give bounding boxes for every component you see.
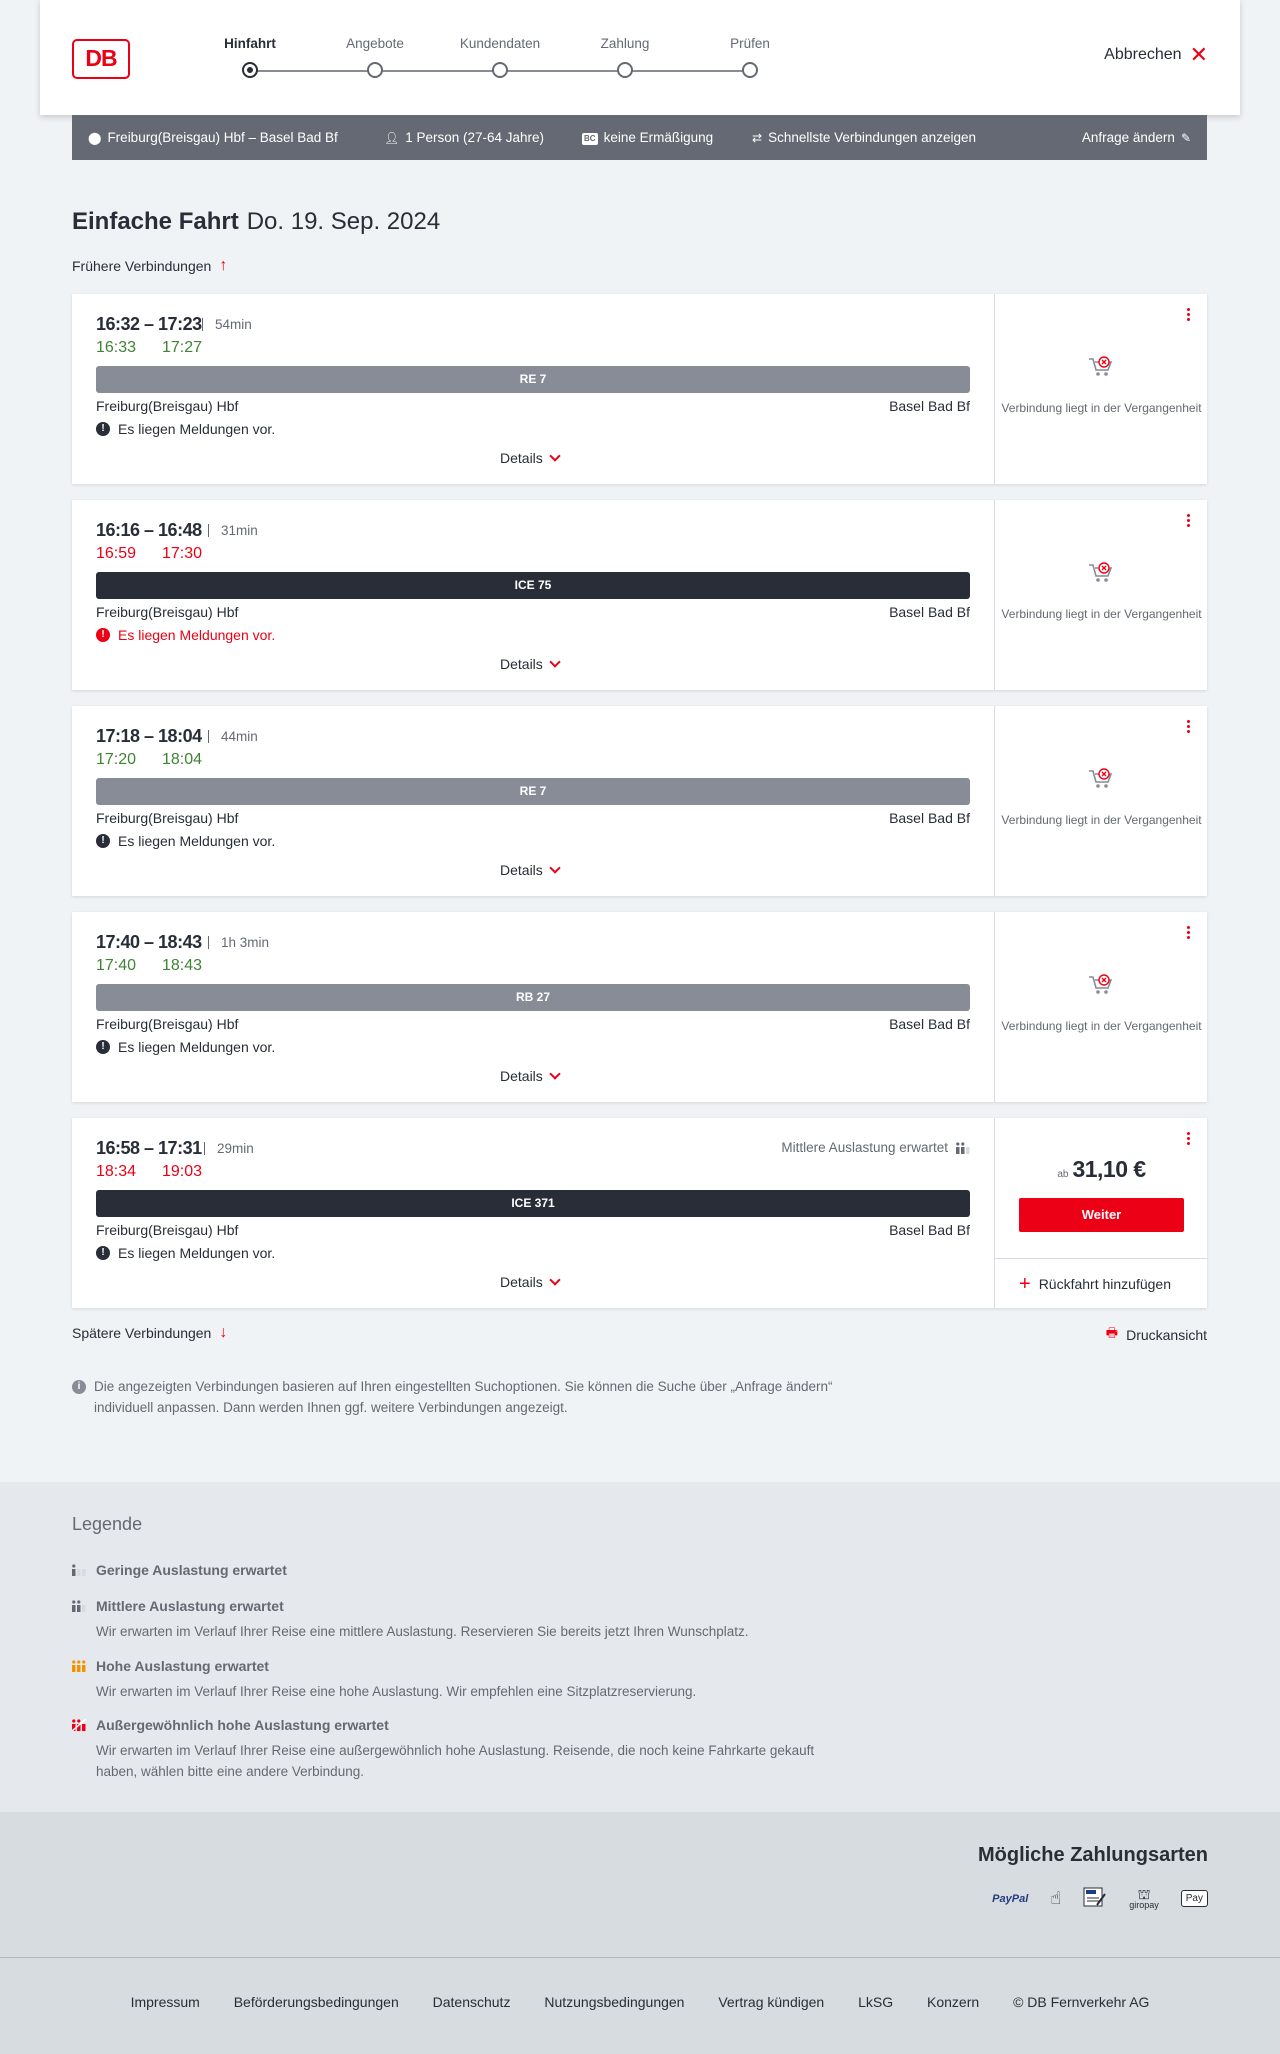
cart-unavailable-icon (1088, 974, 1114, 996)
paypal-icon: PayPal (992, 1892, 1029, 1905)
connection-offer-panel (994, 500, 1207, 690)
fastest-text: Schnellste Verbindungen anzeigen (768, 130, 976, 145)
price-value: 31,10 € (1072, 1156, 1146, 1182)
chevron-down-icon (549, 862, 560, 873)
step-dot (492, 62, 508, 78)
legend-item-medium (72, 1598, 852, 1642)
train-segment-bar[interactable]: RE 7 (96, 778, 970, 805)
chevron-down-icon (549, 1274, 560, 1285)
print-label: Druckansicht (1126, 1327, 1207, 1343)
occupancy-label: Mittlere Auslastung erwartet (781, 1140, 948, 1155)
realtime-arrival: 17:27 (162, 339, 203, 356)
trip-type: Einfache Fahrt (72, 208, 239, 235)
footer-link[interactable]: LkSG (858, 1994, 894, 2010)
occupancy-exceptional-icon (72, 1719, 86, 1731)
connection-main (72, 706, 994, 896)
legend-label: Hohe Auslastung erwartet (96, 1658, 269, 1674)
close-icon: ✕ (1189, 42, 1208, 67)
connection-card[interactable] (72, 706, 1207, 896)
legend-desc: Wir erwarten im Verlauf Ihrer Reise eine hohe Auslastung. Wir empfehlen eine Sitzplatzreservierung. (96, 1684, 697, 1699)
cart-unavailable-icon (1088, 562, 1114, 584)
connection-card[interactable] (72, 912, 1207, 1102)
page-title (72, 208, 440, 236)
scheduled-times: 16:32 – 17:23 (96, 314, 202, 334)
realtime-arrival: 17:30 (162, 545, 203, 562)
notice-text: Es liegen Meldungen vor. (118, 627, 276, 643)
details-toggle[interactable] (500, 450, 559, 466)
price-prefix: ab (1057, 1169, 1069, 1180)
earlier-connections-link[interactable] (72, 257, 227, 275)
cancel-button[interactable] (1104, 42, 1208, 67)
train-segment-bar[interactable]: RB 27 (96, 984, 970, 1011)
chevron-down-icon (549, 1068, 560, 1079)
cart-unavailable-icon (1088, 356, 1114, 378)
more-options-icon[interactable] (1187, 308, 1191, 321)
connection-offer-panel (994, 294, 1207, 484)
later-label: Spätere Verbindungen (72, 1325, 212, 1341)
notice-message[interactable] (96, 1245, 275, 1261)
notice-text: Es liegen Meldungen vor. (118, 421, 276, 437)
search-summary-bar (72, 115, 1207, 160)
route-summary (88, 115, 338, 160)
occupancy-indicator (781, 1140, 970, 1155)
realtime-arrival: 19:03 (162, 1163, 203, 1180)
details-label: Details (500, 1068, 543, 1084)
realtime-arrival: 18:43 (162, 957, 203, 974)
notice-message[interactable] (96, 421, 275, 437)
db-logo[interactable]: DB (72, 39, 130, 79)
add-return-label: Rückfahrt hinzufügen (1038, 1275, 1171, 1292)
realtime-departure: 17:40 (96, 957, 137, 974)
footer-link[interactable]: Konzern (927, 1994, 980, 2010)
notice-text: Es liegen Meldungen vor. (118, 1039, 276, 1055)
duration: 54min (202, 317, 252, 332)
cart-unavailable-icon (1088, 768, 1114, 790)
realtime-departure: 18:34 (96, 1163, 137, 1180)
legend-label: Mittlere Auslastung erwartet (96, 1598, 284, 1614)
origin-station: Freiburg(Breisgau) Hbf (96, 1016, 239, 1032)
details-label: Details (500, 862, 543, 878)
details-toggle[interactable] (500, 862, 559, 878)
step-kundendaten (440, 34, 560, 78)
footer-link[interactable]: Impressum (130, 1994, 200, 2010)
step-label: Prüfen (730, 36, 770, 51)
realtime-departure: 16:33 (96, 339, 137, 356)
notice-message[interactable] (96, 1039, 275, 1055)
sepa-graphic (1083, 1886, 1107, 1908)
scheduled-times: 17:18 – 18:04 (96, 726, 202, 746)
past-connection-text: Verbindung liegt in der Vergangenheit (1001, 607, 1202, 621)
origin-station: Freiburg(Breisgau) Hbf (96, 810, 239, 826)
passenger-text: 1 Person (27-64 Jahre) (405, 130, 545, 145)
swap-arrows-icon: ⇄ (752, 131, 763, 145)
connection-offer-panel (994, 912, 1207, 1102)
change-request-label: Anfrage ändern (1081, 130, 1175, 145)
exclamation-icon: ! (96, 1040, 110, 1054)
connection-card[interactable] (72, 294, 1207, 484)
train-segment-bar[interactable]: ICE 75 (96, 572, 970, 599)
payment-methods-section (0, 1812, 1280, 1957)
realtime-departure: 17:20 (96, 751, 137, 768)
more-options-icon[interactable] (1187, 720, 1191, 733)
more-options-icon[interactable] (1187, 514, 1191, 527)
step-dot (242, 62, 258, 78)
step-hinfahrt[interactable] (190, 34, 310, 78)
legend-section (0, 1482, 1280, 1812)
train-segment-bar[interactable]: ICE 371 (96, 1190, 970, 1217)
payment-icons (992, 1886, 1208, 1911)
exclamation-icon: ! (96, 628, 110, 642)
arrow-down-icon: ↓ (219, 1324, 228, 1341)
apple-pay-icon (1181, 1890, 1208, 1907)
fastest-summary (752, 115, 976, 160)
booking-stepper (210, 34, 770, 84)
duration: 1h 3min (208, 935, 269, 950)
scheduled-times: 16:16 – 16:48 (96, 520, 202, 540)
footer-link[interactable]: Vertrag kündigen (718, 1994, 825, 2010)
connection-main (72, 500, 994, 690)
realtime-departure: 16:59 (96, 545, 137, 562)
step-label: Zahlung (600, 36, 650, 51)
connection-offer-panel (994, 706, 1207, 896)
info-icon: i (72, 1380, 86, 1394)
person-icon: 👤︎ (384, 131, 400, 145)
occupancy-medium-icon (956, 1142, 970, 1154)
discount-text: keine Ermäßigung (603, 130, 714, 145)
pencil-icon: ✎ (1180, 131, 1191, 145)
step-zahlung (565, 34, 685, 78)
step-label: Hinfahrt (224, 36, 276, 51)
origin-station: Freiburg(Breisgau) Hbf (96, 398, 239, 414)
step-angebote (315, 34, 435, 78)
destination-station: Basel Bad Bf (889, 398, 970, 414)
discount-summary (582, 115, 713, 160)
top-header (40, 0, 1240, 115)
footer-links (0, 1994, 1280, 2010)
legend-desc: Wir erwarten im Verlauf Ihrer Reise eine außergewöhnlich hohe Auslastung. Reisende, die noch keine Fahrkarte gekauft haben, wählen bitte eine andere Verbindung. (96, 1743, 815, 1779)
giropay-icon (1129, 1887, 1159, 1910)
giropay-symbol: ⛫ (1137, 1886, 1151, 1902)
location-pin-icon: ⬤ (88, 131, 102, 145)
occupancy-medium-icon (72, 1600, 86, 1612)
details-label: Details (500, 656, 543, 672)
notice-message[interactable] (96, 833, 275, 849)
chevron-down-icon (549, 450, 560, 461)
notice-text: Es liegen Meldungen vor. (118, 1245, 276, 1261)
more-options-icon[interactable] (1187, 1132, 1191, 1145)
details-toggle[interactable] (500, 1274, 559, 1290)
connection-main (72, 1118, 994, 1308)
apple-pay-label: Pay (1185, 1893, 1203, 1904)
continue-button[interactable]: Weiter (1019, 1198, 1184, 1232)
destination-station: Basel Bad Bf (889, 810, 970, 826)
page-footer (0, 1957, 1280, 2054)
destination-station: Basel Bad Bf (889, 1222, 970, 1238)
sepa-icon (1083, 1886, 1107, 1911)
legend-desc: Wir erwarten im Verlauf Ihrer Reise eine mittlere Auslastung. Reservieren Sie bereits jetzt Ihren Wunschplatz. (96, 1624, 749, 1639)
origin-station: Freiburg(Breisgau) Hbf (96, 1222, 239, 1238)
connection-main (72, 294, 994, 484)
occupancy-low-icon (72, 1564, 86, 1576)
step-dot (617, 62, 633, 78)
duration: 29min (204, 1141, 254, 1156)
details-toggle[interactable] (500, 656, 559, 672)
step-dot (742, 62, 758, 78)
destination-station: Basel Bad Bf (889, 1016, 970, 1032)
step-dot (367, 62, 383, 78)
connection-card[interactable] (72, 500, 1207, 690)
info-text: Die angezeigten Verbindungen basieren auf Ihren eingestellten Suchoptionen. Sie können die Suche über „Anfrage ändern“ individuell anpassen. Dann werden Ihnen ggf. weitere Verbindungen angezeigt. (94, 1379, 833, 1415)
exclamation-icon: ! (96, 1246, 110, 1260)
plus-icon: + (1019, 1272, 1031, 1295)
payment-title: Mögliche Zahlungsarten (977, 1844, 1208, 1866)
more-options-icon[interactable] (1187, 926, 1191, 939)
legend-item-high (72, 1658, 852, 1702)
legend-label: Außergewöhnlich hohe Auslastung erwartet (96, 1717, 389, 1733)
route-text: Freiburg(Breisgau) Hbf – Basel Bad Bf (107, 130, 338, 145)
later-connections-link[interactable] (72, 1324, 227, 1342)
details-label: Details (500, 450, 543, 466)
realtime-arrival: 18:04 (162, 751, 203, 768)
notice-text: Es liegen Meldungen vor. (118, 833, 276, 849)
step-label: Kundendaten (459, 36, 541, 51)
footer-link[interactable]: Datenschutz (432, 1994, 511, 2010)
cancel-label: Abbrechen (1104, 46, 1182, 63)
legend-item-low (72, 1562, 852, 1578)
passenger-summary (384, 115, 544, 160)
past-connection-text: Verbindung liegt in der Vergangenheit (1001, 1019, 1202, 1033)
origin-station: Freiburg(Breisgau) Hbf (96, 604, 239, 620)
search-info-note (72, 1376, 852, 1418)
details-toggle[interactable] (500, 1068, 559, 1084)
add-return-button[interactable] (995, 1258, 1208, 1308)
details-label: Details (500, 1274, 543, 1290)
duration: 44min (208, 729, 258, 744)
step-pruefen (690, 34, 810, 78)
notice-message[interactable] (96, 627, 275, 643)
giropay-label: giropay (1129, 1900, 1159, 1910)
footer-link[interactable]: Beförderungsbedingungen (233, 1994, 399, 2010)
footer-copyright: © DB Fernverkehr AG (1013, 1994, 1150, 2010)
past-connection-text: Verbindung liegt in der Vergangenheit (1001, 813, 1202, 827)
step-label: Angebote (346, 36, 404, 51)
duration: 31min (208, 523, 258, 538)
connection-card[interactable] (72, 1118, 1207, 1308)
contactless-card-icon: ☝︎ (1050, 1888, 1062, 1908)
price (995, 1156, 1208, 1183)
legend-title: Legende (72, 1514, 143, 1534)
past-connection-text: Verbindung liegt in der Vergangenheit (1001, 401, 1202, 415)
change-request-button[interactable] (1082, 115, 1191, 160)
scheduled-times: 16:58 – 17:31 (96, 1138, 202, 1158)
printer-icon: 🖶︎ (1105, 1325, 1119, 1340)
earlier-label: Frühere Verbindungen (72, 258, 212, 274)
legend-item-exceptional (72, 1717, 852, 1782)
connection-offer-panel (994, 1118, 1207, 1308)
occupancy-high-icon (72, 1660, 86, 1672)
scheduled-times: 17:40 – 18:43 (96, 932, 202, 952)
bahncard-icon: BC (584, 134, 596, 143)
trip-date: Do. 19. Sep. 2024 (246, 208, 441, 235)
chevron-down-icon (549, 656, 560, 667)
print-view-link[interactable] (1106, 1324, 1207, 1346)
exclamation-icon: ! (96, 834, 110, 848)
train-segment-bar[interactable]: RE 7 (96, 366, 970, 393)
exclamation-icon: ! (96, 422, 110, 436)
destination-station: Basel Bad Bf (889, 604, 970, 620)
arrow-up-icon: ↑ (219, 257, 228, 274)
connection-main (72, 912, 994, 1102)
footer-link[interactable]: Nutzungsbedingungen (544, 1994, 685, 2010)
legend-label: Geringe Auslastung erwartet (96, 1562, 287, 1578)
